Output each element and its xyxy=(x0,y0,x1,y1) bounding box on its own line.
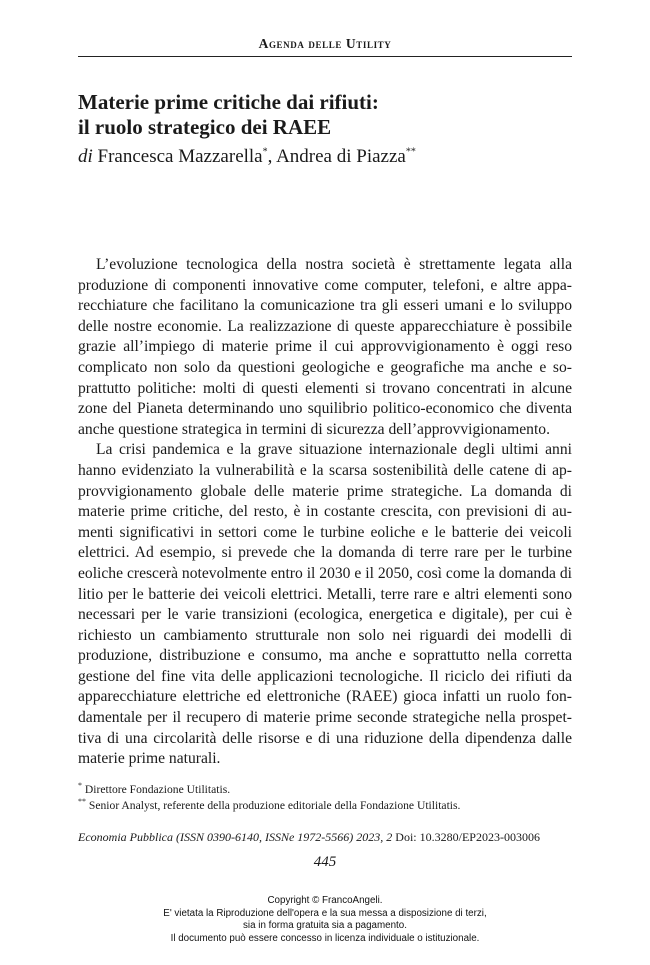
author-separator: , xyxy=(267,146,273,167)
journal-citation xyxy=(78,829,572,845)
author-2-footnote-mark: ** xyxy=(405,146,416,158)
author-1-footnote-mark: * xyxy=(262,146,268,158)
footnote-1 xyxy=(78,782,572,798)
doi: Doi: 10.3280/EP2023-003006 xyxy=(395,830,540,844)
footnotes xyxy=(78,782,572,814)
copyright-line-3: sia in forma gratuita sia a pagamento. xyxy=(243,920,407,931)
copyright-line-4: Il documento può essere concesso in licenza individuale o istituzionale. xyxy=(170,932,480,944)
page-number: 445 xyxy=(313,854,337,870)
journal-reference: Economia Pubblica (ISSN 0390-6140, ISSNe 1972-5566) 2023, 2 xyxy=(78,830,393,844)
header-rule xyxy=(78,56,572,57)
running-header: Agenda delle Utility xyxy=(258,36,392,51)
copyright-line-1: Copyright © FrancoAngeli. xyxy=(267,895,383,906)
footnote-1-text: Direttore Fondazione Utilitatis. xyxy=(84,783,231,796)
copyright-notice xyxy=(0,895,650,945)
footnote-1-mark: * xyxy=(78,781,82,791)
body-paragraph-1: L’evoluzione tecnologica della nostra società è strettamente legata alla produzione di componenti innovative come computer, telefoni, e altre apparecchiature che facilitano la comunicazione tra gli esseri umani e lo sviluppo delle nostre economie. La realizzazione di queste apparecchiature è possibile grazie all’impiego di materie prime il cui approvvigionamento è oggi reso complicato non solo da questioni geologiche e geografiche ma anche e soprattutto politiche: molti di questi elementi si trovano concentrati in alcune zone del Pianeta determinando uno squilibrio politico-economico che diventa anche questione strategica in termini di sicurezza dell’approvvigionamento. xyxy=(78,256,572,438)
author-prefix: di xyxy=(78,146,93,167)
footnote-2-mark: ** xyxy=(78,797,86,807)
footnote-2 xyxy=(78,798,572,814)
author-2: Andrea di Piazza xyxy=(276,146,406,167)
title-line-1: Materie prime critiche dai rifiuti: xyxy=(78,90,379,114)
article-body xyxy=(78,255,572,770)
copyright-line-2: E' vietata la Riproduzione dell'opera e la sua messa a disposizione di terzi, xyxy=(163,907,487,919)
footnote-2-text: Senior Analyst, referente della produzione editoriale della Fondazione Utilitatis. xyxy=(88,799,461,812)
article-title xyxy=(78,90,572,140)
author-line xyxy=(78,145,572,169)
author-1: Francesca Mazzarella xyxy=(97,146,263,167)
title-line-2: il ruolo strategico dei RAEE xyxy=(78,115,332,139)
body-paragraph-2: La crisi pandemica e la grave situazione internazionale degli ultimi anni hanno evidenziato la vulnerabilità e la scarsa sostenibilità delle catene di approvvigionamento globale delle materie prime strategiche. La domanda di materie prime critiche, del resto, è in costante crescita, con previsioni di aumenti significativi in settori come le turbine eoliche e le batterie dei veicoli elettrici. Ad esempio, si prevede che la domanda di terre rare per le turbine eoliche crescerà notevolmente entro il 2030 e il 2050, così come la domanda di litio per le batterie dei veicoli elettrici. Metalli, terre rare e altri elementi sono necessari per le varie transizioni (ecologica, energetica e digitale), per cui è richiesto un cambiamento strutturale non solo nei riguardi dei modelli di produzione, distribuzione e consumo, ma anche e soprattutto nella corretta gestione del fine vita delle applicazioni tecnologiche. Il riciclo dei rifiuti da apparecchiature elettriche ed elettroniche (RAEE) gioca infatti un ruolo fondamentale per il recupero di materie prime seconde strategiche nella prospettiva di una circolarità delle risorse e di una riduzione della dipendenza dalle materie prime naturali. xyxy=(78,441,572,768)
